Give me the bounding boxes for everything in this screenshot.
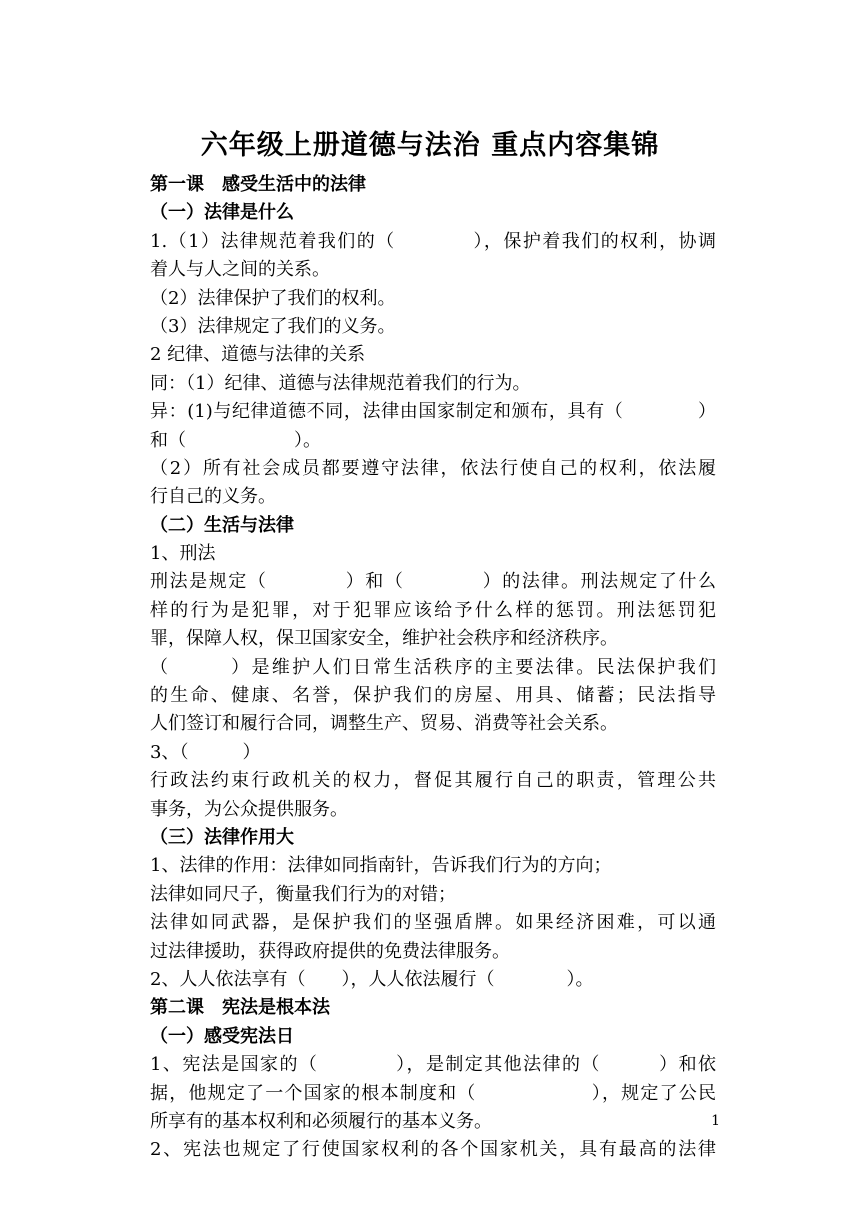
text-line: 行政法约束行政机关的权力，督促其履行自己的职责，管理公共 — [150, 770, 716, 792]
text-line: 1、刑法 — [150, 543, 216, 565]
text-line: 过法律援助，获得政府提供的免费法律服务。 — [150, 940, 510, 962]
text-line: 同：（1）纪律、道德与法律规范着我们的行为。 — [150, 372, 531, 394]
text-line: （3）法律规定了我们的义务。 — [150, 315, 396, 337]
text-line: 1、法律的作用：法律如同指南针，告诉我们行为的方向； — [150, 855, 612, 877]
page-number: 1 — [711, 1113, 720, 1129]
text-line: 事务，为公众提供服务。 — [150, 798, 348, 820]
text-line: 样的行为是犯罪，对于犯罪应该给予什么样的惩罚。刑法惩罚犯 — [150, 599, 716, 621]
document-body — [150, 171, 716, 1165]
text-line: 2、宪法也规定了行使国家权利的各个国家机关，具有最高的法律 — [150, 1139, 716, 1161]
text-line: 行自己的义务。 — [150, 486, 276, 508]
text-line: （ ）是维护人们日常生活秩序的主要法律。民法保护我们 — [150, 656, 716, 678]
section-heading: （一）法律是什么 — [150, 202, 294, 224]
text-line: 罪，保障人权，保卫国家安全，维护社会秩序和经济秩序。 — [150, 628, 618, 650]
text-line: 法律如同武器，是保护我们的坚强盾牌。如果经济困难，可以通 — [150, 912, 716, 934]
text-line: 据，他规定了一个国家的根本制度和（ ），规定了公民 — [150, 1082, 716, 1104]
text-line: 2 纪律、道德与法律的关系 — [150, 344, 366, 366]
text-line: 的生命、健康、名誉，保护我们的房屋、用具、储蓄；民法指导 — [150, 685, 716, 707]
text-line: 所享有的基本权利和必须履行的基本义务。 — [150, 1110, 492, 1132]
text-line: 和（ ）。 — [150, 429, 321, 451]
section-heading: 第二课 宪法是根本法 — [150, 997, 330, 1019]
section-heading: （二）生活与法律 — [150, 514, 294, 536]
text-line: 刑法是规定（ ）和（ ）的法律。刑法规定了什么 — [150, 571, 716, 593]
text-line: 人们签订和履行合同，调整生产、贸易、消费等社会关系。 — [150, 713, 618, 735]
text-line: 着人与人之间的关系。 — [150, 259, 330, 281]
text-line: 法律如同尺子，衡量我们行为的对错； — [150, 883, 456, 905]
text-line: 异：(1)与纪律道德不同，法律由国家制定和颁布，具有（ ） — [150, 401, 716, 423]
section-heading: （三）法律作用大 — [150, 826, 294, 848]
text-line: 1、宪法是国家的（ ），是制定其他法律的（ ）和依 — [150, 1054, 716, 1076]
document-title: 六年级上册道德与法治 重点内容集锦 — [200, 130, 660, 161]
section-heading: 第一课 感受生活中的法律 — [150, 174, 366, 195]
text-line: 2、人人依法享有（ ），人人依法履行（ ）。 — [150, 968, 594, 990]
text-line: 3、（ ） — [150, 741, 261, 763]
text-line: （2）法律保护了我们的权利。 — [150, 287, 396, 309]
text-line: （2）所有社会成员都要遵守法律，依法行使自己的权利，依法履 — [150, 457, 716, 479]
section-heading: （一）感受宪法日 — [150, 1025, 294, 1047]
text-line: 1.（1）法律规范着我们的（ ），保护着我们的权利，协调 — [150, 230, 716, 252]
